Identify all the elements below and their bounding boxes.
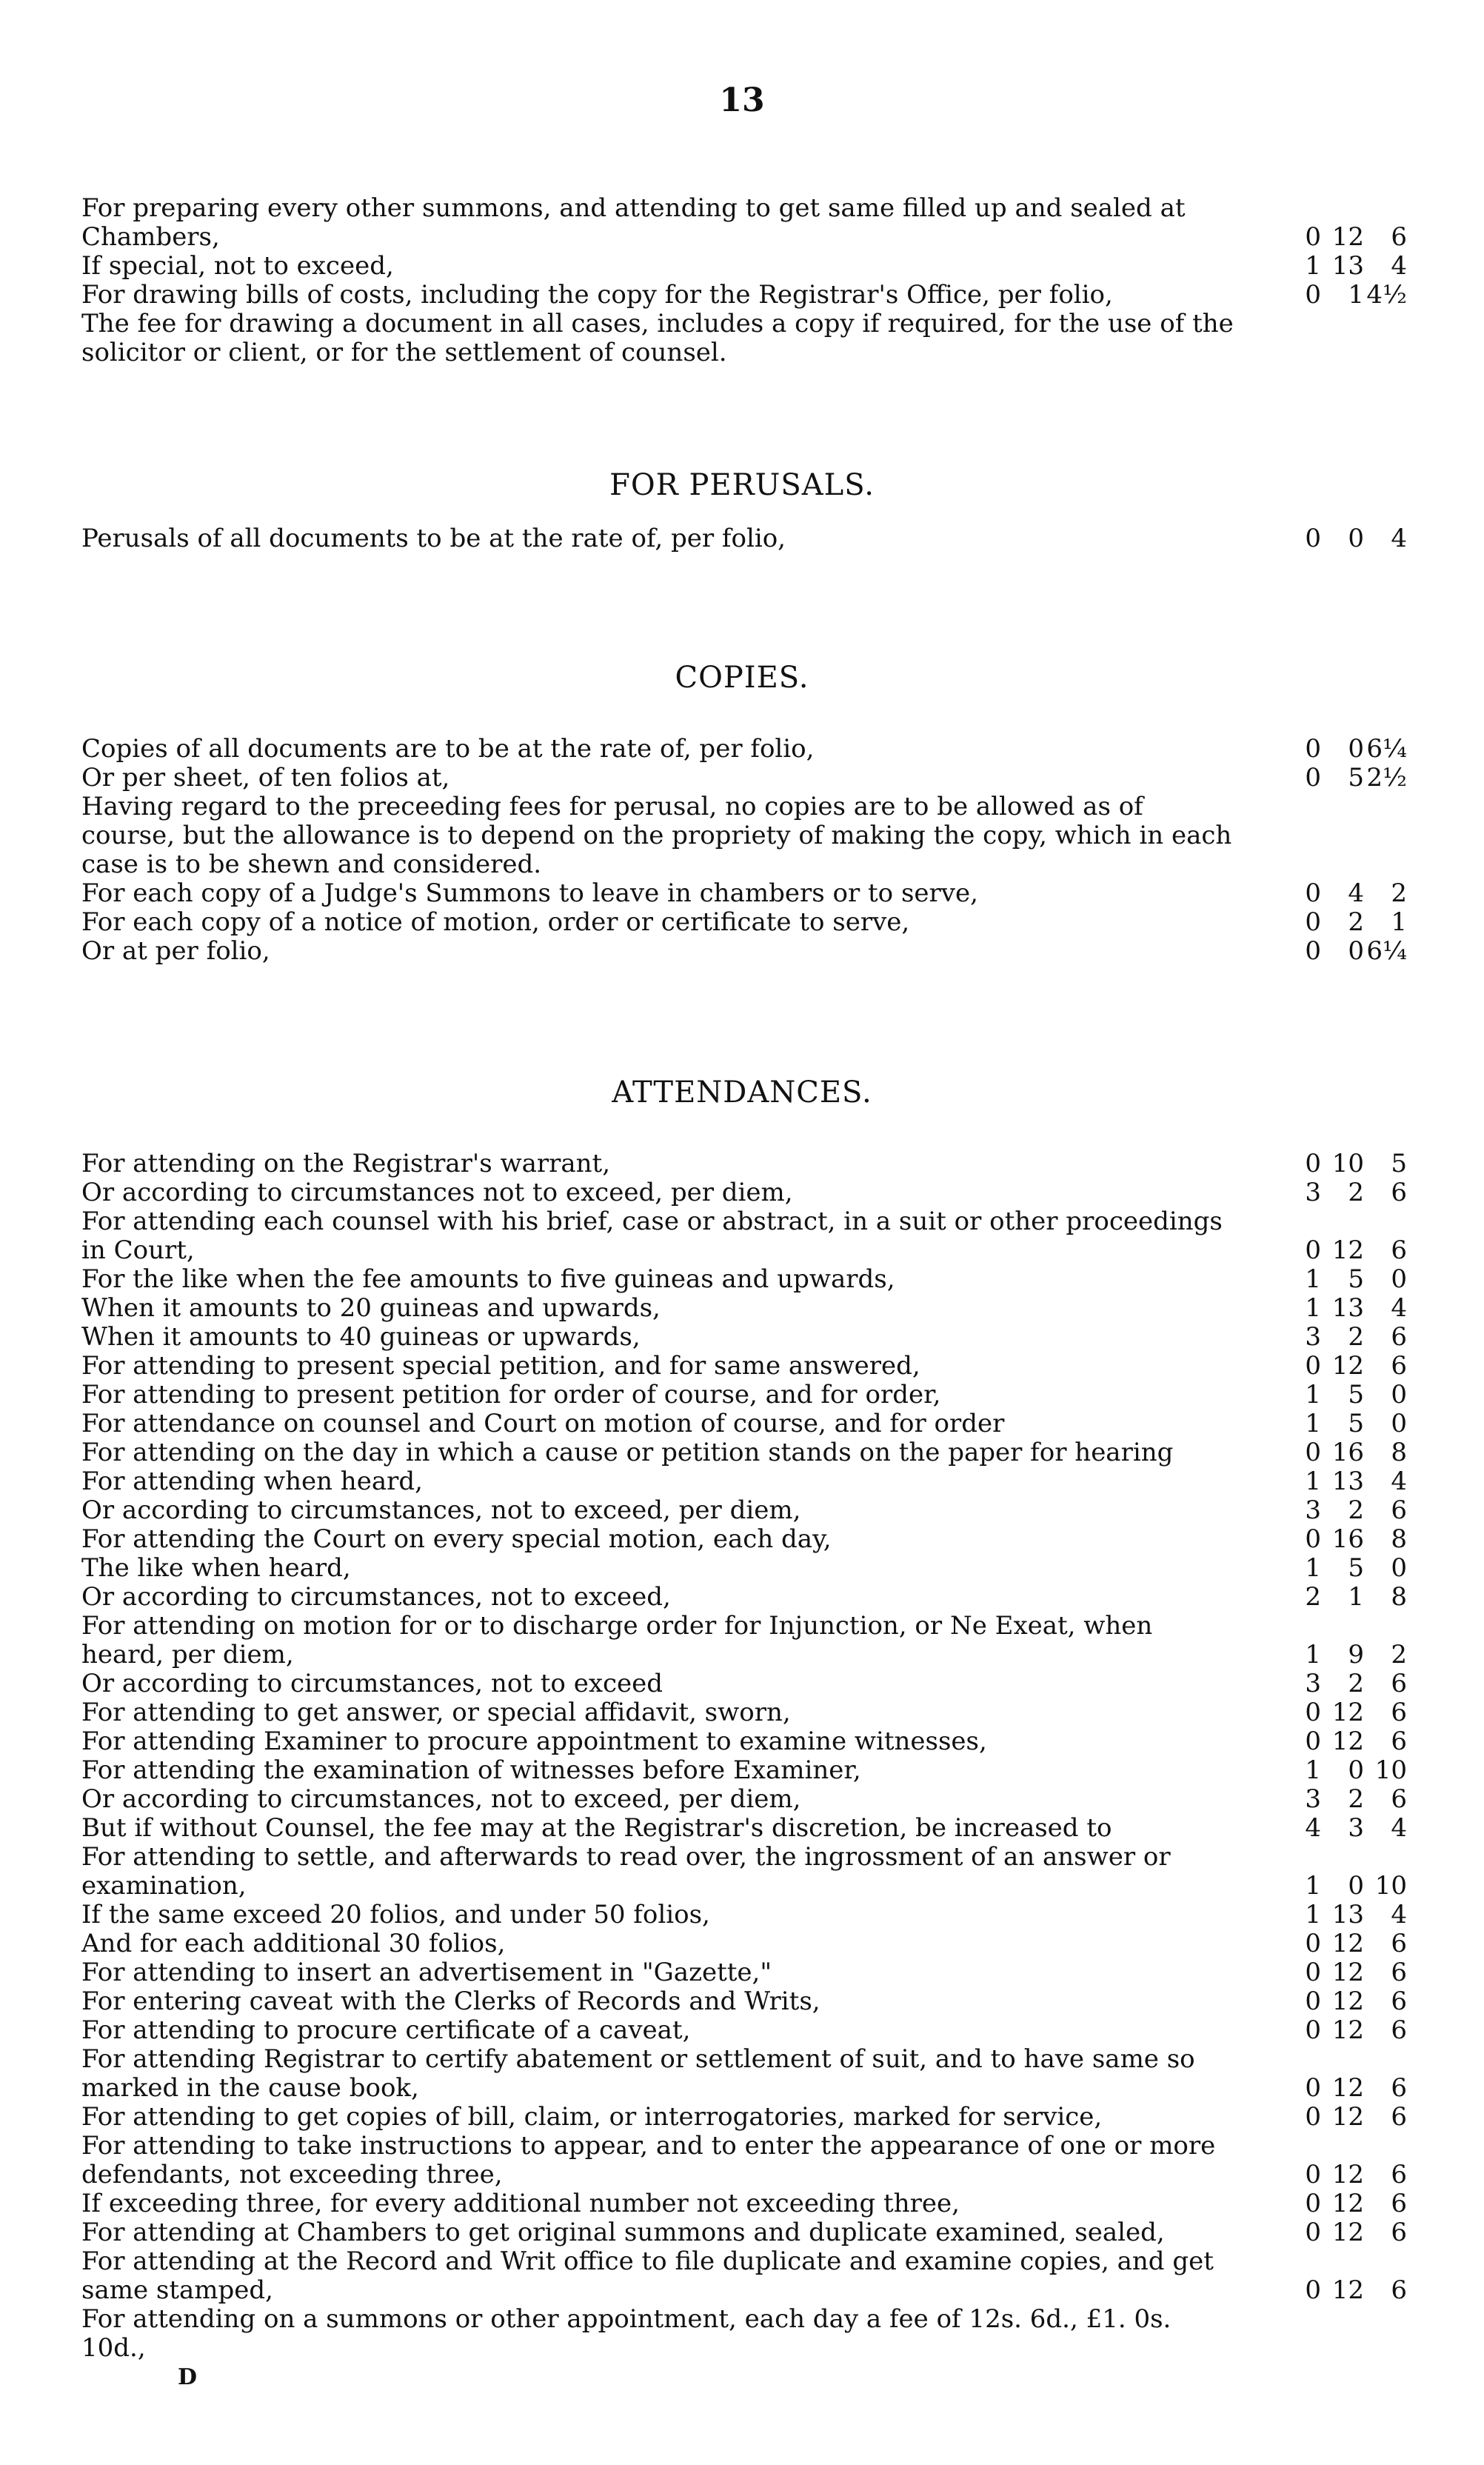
amount-pence: 6 bbox=[1391, 1727, 1407, 1756]
amount-shillings: 12 bbox=[1331, 2102, 1364, 2132]
fee-amount bbox=[1259, 908, 1407, 937]
fee-description: For each copy of a notice of motion, order or certificate to serve, bbox=[81, 907, 910, 937]
amount-shillings: 5 bbox=[1348, 1380, 1364, 1410]
fee-description: For the like when the fee amounts to five guineas and upwards, bbox=[81, 1264, 895, 1294]
fee-amount bbox=[1259, 2103, 1407, 2132]
fee-amount bbox=[1259, 1323, 1407, 1352]
amount-pence: 6 bbox=[1391, 2102, 1407, 2132]
fee-description: For attending to get answer, or special affidavit, sworn, bbox=[81, 1698, 791, 1727]
fee-row bbox=[0, 1583, 1484, 1612]
amount-shillings: 2 bbox=[1348, 1784, 1364, 1814]
amount-shillings: 0 bbox=[1348, 734, 1364, 764]
attendances-heading: ATTENDANCES. bbox=[612, 1075, 872, 1110]
amount-pence: 6¼ bbox=[1366, 936, 1407, 966]
amount-shillings: 12 bbox=[1331, 2189, 1364, 2218]
amount-pounds: 0 bbox=[1305, 524, 1321, 553]
amount-shillings: 5 bbox=[1348, 1264, 1364, 1294]
fee-amount bbox=[1259, 1814, 1407, 1843]
fee-description: For attending on the Registrar's warrant, bbox=[81, 1149, 611, 1178]
fee-description: And for each additional 30 folios, bbox=[81, 1929, 506, 1958]
amount-shillings: 0 bbox=[1348, 1755, 1364, 1785]
amount-pounds: 0 bbox=[1305, 2275, 1321, 2305]
amount-pounds: 0 bbox=[1305, 2218, 1321, 2247]
amount-pence: 0 bbox=[1391, 1553, 1407, 1583]
amount-pence: 6¼ bbox=[1366, 734, 1407, 764]
fee-row bbox=[0, 1756, 1484, 1785]
fee-description: Or according to circumstances, not to exceed, per diem, bbox=[81, 1784, 801, 1814]
amount-pounds: 1 bbox=[1305, 1553, 1321, 1583]
fee-description: For preparing every other summons, and attending to get same filled up and sealed at Chambers, bbox=[81, 193, 1186, 252]
fee-amount bbox=[1259, 2016, 1407, 2045]
amount-pounds: 4 bbox=[1305, 1813, 1321, 1843]
fee-description: For attending on the day in which a cause or petition stands on the paper for hearing bbox=[81, 1438, 1174, 1467]
fee-description: For drawing bills of costs, including the copy for the Registrar's Office, per folio, bbox=[81, 280, 1113, 310]
signature-letter: D bbox=[178, 2364, 198, 2390]
fee-amount bbox=[1259, 1381, 1407, 1410]
amount-pence: 10 bbox=[1374, 1755, 1407, 1785]
amount-pence: 6 bbox=[1391, 1322, 1407, 1352]
fee-row bbox=[0, 1467, 1484, 1496]
fee-amount bbox=[1259, 1698, 1407, 1727]
amount-shillings: 12 bbox=[1331, 2218, 1364, 2247]
amount-pence: 8 bbox=[1391, 1524, 1407, 1554]
fee-amount bbox=[1259, 1438, 1407, 1467]
copies-section bbox=[0, 652, 1484, 966]
amount-pence: 6 bbox=[1391, 2189, 1407, 2218]
amount-pence: 10 bbox=[1374, 1871, 1407, 1901]
fee-row bbox=[0, 1929, 1484, 1958]
amount-pounds: 0 bbox=[1305, 878, 1321, 908]
fee-row bbox=[0, 524, 1484, 553]
amount-shillings: 16 bbox=[1331, 1438, 1364, 1467]
amount-pence: 1 bbox=[1391, 907, 1407, 937]
fee-row bbox=[0, 2045, 1484, 2103]
fee-description: For attending when heard, bbox=[81, 1467, 423, 1496]
fee-description: For attending to settle, and afterwards to read over, the ingrossment of an answer or examination, bbox=[81, 1842, 1171, 1901]
fee-row bbox=[0, 2247, 1484, 2305]
fee-amount bbox=[1259, 1467, 1407, 1496]
amount-pence: 6 bbox=[1391, 1351, 1407, 1381]
fee-amount bbox=[1259, 937, 1407, 966]
amount-pence: 6 bbox=[1391, 2160, 1407, 2189]
amount-pence: 4 bbox=[1391, 524, 1407, 553]
fee-amount bbox=[1259, 1785, 1407, 1814]
fee-description: When it amounts to 40 guineas or upwards, bbox=[81, 1322, 641, 1352]
fee-row bbox=[0, 2305, 1484, 2363]
fee-description: For attending at the Record and Writ office to file duplicate and examine copies, and get same stamped, bbox=[81, 2246, 1214, 2305]
fee-row bbox=[0, 1612, 1484, 1670]
amount-pounds: 3 bbox=[1305, 1669, 1321, 1698]
fee-description: For attending to procure certificate of a caveat, bbox=[81, 2015, 691, 2045]
amount-pence: 6 bbox=[1391, 222, 1407, 252]
fee-row bbox=[0, 1525, 1484, 1554]
amount-pounds: 0 bbox=[1305, 222, 1321, 252]
amount-pence: 6 bbox=[1391, 1987, 1407, 2016]
fee-amount bbox=[1259, 1958, 1407, 1987]
fee-row bbox=[0, 2103, 1484, 2132]
fee-amount bbox=[1259, 1901, 1407, 1929]
fee-description: For attending at Chambers to get original summons and duplicate examined, sealed, bbox=[81, 2218, 1165, 2247]
amount-pounds: 0 bbox=[1305, 1727, 1321, 1756]
fee-amount bbox=[1259, 1641, 1407, 1670]
fee-description: When it amounts to 20 guineas and upwards, bbox=[81, 1293, 661, 1323]
amount-shillings: 13 bbox=[1331, 251, 1364, 281]
attendances-section bbox=[0, 1067, 1484, 2363]
amount-pounds: 1 bbox=[1305, 1640, 1321, 1670]
fee-description: Or according to circumstances, not to exceed, per diem, bbox=[81, 1495, 801, 1525]
fee-row bbox=[0, 1496, 1484, 1525]
amount-pounds: 3 bbox=[1305, 1495, 1321, 1525]
fee-row bbox=[0, 735, 1484, 764]
amount-pounds: 2 bbox=[1305, 1582, 1321, 1612]
amount-shillings: 12 bbox=[1331, 2275, 1364, 2305]
amount-shillings: 12 bbox=[1331, 1698, 1364, 1727]
amount-shillings: 12 bbox=[1331, 1351, 1364, 1381]
amount-pounds: 3 bbox=[1305, 1178, 1321, 1207]
amount-pounds: 1 bbox=[1305, 1264, 1321, 1294]
amount-pounds: 1 bbox=[1305, 1409, 1321, 1438]
amount-pence: 6 bbox=[1391, 2275, 1407, 2305]
amount-pounds: 3 bbox=[1305, 1784, 1321, 1814]
amount-shillings: 12 bbox=[1331, 222, 1364, 252]
fee-amount bbox=[1259, 1178, 1407, 1207]
amount-shillings: 5 bbox=[1348, 1409, 1364, 1438]
fee-row bbox=[0, 1987, 1484, 2016]
fee-amount bbox=[1259, 524, 1407, 553]
fee-description: Or according to circumstances, not to exceed bbox=[81, 1669, 664, 1698]
fee-description: For attending the examination of witnesses before Examiner, bbox=[81, 1755, 861, 1785]
amount-pence: 4½ bbox=[1366, 280, 1407, 310]
fee-row bbox=[0, 194, 1484, 252]
amount-pence: 0 bbox=[1391, 1409, 1407, 1438]
amount-pounds: 0 bbox=[1305, 2189, 1321, 2218]
fee-row bbox=[0, 1207, 1484, 1265]
amount-shillings: 2 bbox=[1348, 1669, 1364, 1698]
amount-pence: 6 bbox=[1391, 1178, 1407, 1207]
fee-row bbox=[0, 1843, 1484, 1901]
perusals-section bbox=[0, 459, 1484, 553]
amount-pounds: 0 bbox=[1305, 1987, 1321, 2016]
fee-amount bbox=[1259, 1352, 1407, 1381]
fee-row bbox=[0, 252, 1484, 281]
fee-amount bbox=[1259, 1150, 1407, 1178]
amount-shillings: 4 bbox=[1348, 878, 1364, 908]
fee-description: For attending to insert an advertisement in "Gazette," bbox=[81, 1958, 772, 1987]
amount-shillings: 3 bbox=[1348, 1813, 1364, 1843]
fee-row bbox=[0, 1958, 1484, 1987]
amount-shillings: 1 bbox=[1348, 280, 1364, 310]
fee-row bbox=[0, 879, 1484, 908]
fee-row bbox=[0, 2132, 1484, 2189]
amount-shillings: 5 bbox=[1348, 763, 1364, 793]
fee-amount bbox=[1259, 1756, 1407, 1785]
fee-row bbox=[0, 1381, 1484, 1410]
amount-pence: 6 bbox=[1391, 1235, 1407, 1265]
amount-pence: 6 bbox=[1391, 1784, 1407, 1814]
amount-pence: 4 bbox=[1391, 1467, 1407, 1496]
fee-amount bbox=[1259, 2218, 1407, 2247]
fee-description: The fee for drawing a document in all cases, includes a copy if required, for the use of the solicitor or client, or for the settlement of counsel. bbox=[81, 309, 1234, 367]
fee-description: For attending each counsel with his brief, case or abstract, in a suit or other proceedings in Court, bbox=[81, 1207, 1223, 1265]
amount-pence: 4 bbox=[1391, 251, 1407, 281]
fee-amount bbox=[1259, 879, 1407, 908]
fee-amount bbox=[1259, 2189, 1407, 2218]
fee-amount bbox=[1259, 1727, 1407, 1756]
fee-description: For attendance on counsel and Court on motion of course, and for order bbox=[81, 1409, 1005, 1438]
amount-pounds: 1 bbox=[1305, 1293, 1321, 1323]
amount-pounds: 1 bbox=[1305, 1755, 1321, 1785]
amount-pounds: 1 bbox=[1305, 1900, 1321, 1929]
amount-pounds: 0 bbox=[1305, 2102, 1321, 2132]
amount-shillings: 5 bbox=[1348, 1553, 1364, 1583]
amount-pence: 5 bbox=[1391, 1149, 1407, 1178]
fee-description: Or according to circumstances, not to exceed, bbox=[81, 1582, 671, 1612]
fee-amount bbox=[1259, 1294, 1407, 1323]
amount-shillings: 2 bbox=[1348, 907, 1364, 937]
amount-pence: 2 bbox=[1391, 878, 1407, 908]
fee-description: For attending to present petition for order of course, and for order, bbox=[81, 1380, 941, 1410]
amount-shillings: 12 bbox=[1331, 1987, 1364, 2016]
amount-pence: 4 bbox=[1391, 1813, 1407, 1843]
amount-pence: 4 bbox=[1391, 1900, 1407, 1929]
fee-amount bbox=[1259, 764, 1407, 793]
amount-pence: 6 bbox=[1391, 2218, 1407, 2247]
fee-row bbox=[0, 764, 1484, 793]
fee-row bbox=[0, 1352, 1484, 1381]
amount-pounds: 0 bbox=[1305, 1351, 1321, 1381]
fee-description: The like when heard, bbox=[81, 1553, 351, 1583]
fee-description: For attending to take instructions to appear, and to enter the appearance of one or more defendants, not exceeding three, bbox=[81, 2131, 1216, 2189]
fee-amount bbox=[1259, 1410, 1407, 1438]
fee-amount bbox=[1259, 223, 1407, 252]
amount-pounds: 1 bbox=[1305, 1467, 1321, 1496]
amount-shillings: 2 bbox=[1348, 1178, 1364, 1207]
amount-pounds: 0 bbox=[1305, 763, 1321, 793]
amount-pounds: 1 bbox=[1305, 1380, 1321, 1410]
amount-pence: 6 bbox=[1391, 1929, 1407, 1958]
fee-amount bbox=[1259, 1987, 1407, 2016]
amount-pounds: 3 bbox=[1305, 1322, 1321, 1352]
fee-row bbox=[0, 1785, 1484, 1814]
fee-description: For attending to get copies of bill, claim, or interrogatories, marked for service, bbox=[81, 2102, 1103, 2132]
fee-amount bbox=[1259, 1525, 1407, 1554]
amount-pounds: 0 bbox=[1305, 1929, 1321, 1958]
amount-pounds: 1 bbox=[1305, 1871, 1321, 1901]
amount-pence: 2½ bbox=[1366, 763, 1407, 793]
fee-description: Copies of all documents are to be at the rate of, per folio, bbox=[81, 734, 815, 764]
amount-shillings: 13 bbox=[1331, 1900, 1364, 1929]
fee-row bbox=[0, 1410, 1484, 1438]
amount-pence: 4 bbox=[1391, 1293, 1407, 1323]
amount-shillings: 0 bbox=[1348, 936, 1364, 966]
fee-row bbox=[0, 793, 1484, 879]
amount-pounds: 0 bbox=[1305, 2015, 1321, 2045]
fee-amount bbox=[1259, 2276, 1407, 2305]
fee-row bbox=[0, 2189, 1484, 2218]
amount-pounds: 0 bbox=[1305, 1149, 1321, 1178]
amount-pounds: 0 bbox=[1305, 1235, 1321, 1265]
fee-description: For entering caveat with the Clerks of Records and Writs, bbox=[81, 1987, 820, 2016]
fee-description: Or according to circumstances not to exceed, per diem, bbox=[81, 1178, 793, 1207]
amount-pounds: 0 bbox=[1305, 2160, 1321, 2189]
fee-row bbox=[0, 1438, 1484, 1467]
fee-amount bbox=[1259, 1670, 1407, 1698]
fee-row bbox=[0, 1698, 1484, 1727]
fee-amount bbox=[1259, 2161, 1407, 2189]
amount-shillings: 0 bbox=[1348, 1871, 1364, 1901]
amount-pounds: 1 bbox=[1305, 251, 1321, 281]
fee-row bbox=[0, 1670, 1484, 1698]
amount-shillings: 12 bbox=[1331, 1929, 1364, 1958]
fee-amount bbox=[1259, 735, 1407, 764]
amount-shillings: 2 bbox=[1348, 1495, 1364, 1525]
amount-shillings: 12 bbox=[1331, 2015, 1364, 2045]
fee-amount bbox=[1259, 1583, 1407, 1612]
fee-amount bbox=[1259, 252, 1407, 281]
fee-description: For attending the Court on every special motion, each day, bbox=[81, 1524, 832, 1554]
intro-section bbox=[0, 194, 1484, 367]
fee-description: Having regard to the preceeding fees for perusal, no copies are to be allowed as of course, but the allowance is to depend on the propriety of making the copy, which in each case is to be shewn and considered. bbox=[81, 792, 1232, 879]
amount-pence: 8 bbox=[1391, 1582, 1407, 1612]
fee-description: If exceeding three, for every additional number not exceeding three, bbox=[81, 2189, 960, 2218]
fee-row bbox=[0, 1901, 1484, 1929]
page-number: 13 bbox=[719, 81, 765, 119]
amount-pounds: 0 bbox=[1305, 1958, 1321, 1987]
amount-pence: 8 bbox=[1391, 1438, 1407, 1467]
fee-row bbox=[0, 937, 1484, 966]
amount-pence: 6 bbox=[1391, 1698, 1407, 1727]
fee-row bbox=[0, 1178, 1484, 1207]
copies-heading: COPIES. bbox=[675, 661, 809, 695]
fee-row bbox=[0, 908, 1484, 937]
fee-description: Perusals of all documents to be at the rate of, per folio, bbox=[81, 524, 786, 553]
fee-description: Or at per folio, bbox=[81, 936, 270, 966]
amount-pence: 6 bbox=[1391, 1669, 1407, 1698]
amount-shillings: 0 bbox=[1348, 524, 1364, 553]
amount-shillings: 12 bbox=[1331, 1235, 1364, 1265]
amount-shillings: 12 bbox=[1331, 1958, 1364, 1987]
fee-row bbox=[0, 2016, 1484, 2045]
fee-row bbox=[0, 1150, 1484, 1178]
fee-amount bbox=[1259, 1554, 1407, 1583]
fee-description: For attending Registrar to certify abatement or settlement of suit, and to have same so marked in the cause book, bbox=[81, 2044, 1195, 2103]
fee-row bbox=[0, 1814, 1484, 1843]
fee-description: If special, not to exceed, bbox=[81, 251, 394, 281]
amount-shillings: 12 bbox=[1331, 1727, 1364, 1756]
amount-pounds: 0 bbox=[1305, 2073, 1321, 2103]
amount-pounds: 0 bbox=[1305, 907, 1321, 937]
amount-pence: 6 bbox=[1391, 2015, 1407, 2045]
fee-description: For attending on a summons or other appointment, each day a fee of 12s. 6d., £1. 0s. 10d., bbox=[81, 2304, 1172, 2363]
amount-pounds: 0 bbox=[1305, 1438, 1321, 1467]
amount-pence: 6 bbox=[1391, 1495, 1407, 1525]
amount-pounds: 0 bbox=[1305, 734, 1321, 764]
amount-pounds: 0 bbox=[1305, 936, 1321, 966]
fee-row bbox=[0, 2218, 1484, 2247]
fee-amount bbox=[1259, 1929, 1407, 1958]
fee-amount bbox=[1259, 2074, 1407, 2103]
perusals-heading: FOR PERUSALS. bbox=[609, 468, 875, 502]
amount-shillings: 10 bbox=[1331, 1149, 1364, 1178]
amount-pence: 0 bbox=[1391, 1380, 1407, 1410]
fee-row bbox=[0, 1323, 1484, 1352]
amount-pence: 0 bbox=[1391, 1264, 1407, 1294]
fee-row bbox=[0, 1554, 1484, 1583]
amount-shillings: 9 bbox=[1348, 1640, 1364, 1670]
fee-row bbox=[0, 1265, 1484, 1294]
fee-description: Or per sheet, of ten folios at, bbox=[81, 763, 450, 793]
fee-description: For attending to present special petition, and for same answered, bbox=[81, 1351, 920, 1381]
fee-amount bbox=[1259, 1265, 1407, 1294]
fee-amount bbox=[1259, 1236, 1407, 1265]
fee-description: If the same exceed 20 folios, and under 50 folios, bbox=[81, 1900, 710, 1929]
amount-shillings: 16 bbox=[1331, 1524, 1364, 1554]
amount-pounds: 0 bbox=[1305, 1524, 1321, 1554]
fee-row bbox=[0, 1294, 1484, 1323]
amount-pounds: 0 bbox=[1305, 1698, 1321, 1727]
amount-pounds: 0 bbox=[1305, 280, 1321, 310]
fee-description: But if without Counsel, the fee may at the Registrar's discretion, be increased to bbox=[81, 1813, 1112, 1843]
amount-shillings: 2 bbox=[1348, 1322, 1364, 1352]
amount-shillings: 12 bbox=[1331, 2160, 1364, 2189]
fee-row bbox=[0, 1727, 1484, 1756]
fee-amount bbox=[1259, 1496, 1407, 1525]
fee-amount bbox=[1259, 1872, 1407, 1901]
fee-amount bbox=[1259, 281, 1407, 310]
amount-shillings: 1 bbox=[1348, 1582, 1364, 1612]
fee-row bbox=[0, 310, 1484, 367]
fee-row bbox=[0, 281, 1484, 310]
amount-shillings: 13 bbox=[1331, 1467, 1364, 1496]
amount-shillings: 13 bbox=[1331, 1293, 1364, 1323]
amount-pence: 2 bbox=[1391, 1640, 1407, 1670]
fee-description: For attending on motion for or to discharge order for Injunction, or Ne Exeat, when heard, per diem, bbox=[81, 1611, 1153, 1670]
fee-description: For each copy of a Judge's Summons to leave in chambers or to serve, bbox=[81, 878, 978, 908]
amount-pence: 6 bbox=[1391, 2073, 1407, 2103]
amount-pence: 6 bbox=[1391, 1958, 1407, 1987]
fee-description: For attending Examiner to procure appointment to examine witnesses, bbox=[81, 1727, 987, 1756]
amount-shillings: 12 bbox=[1331, 2073, 1364, 2103]
